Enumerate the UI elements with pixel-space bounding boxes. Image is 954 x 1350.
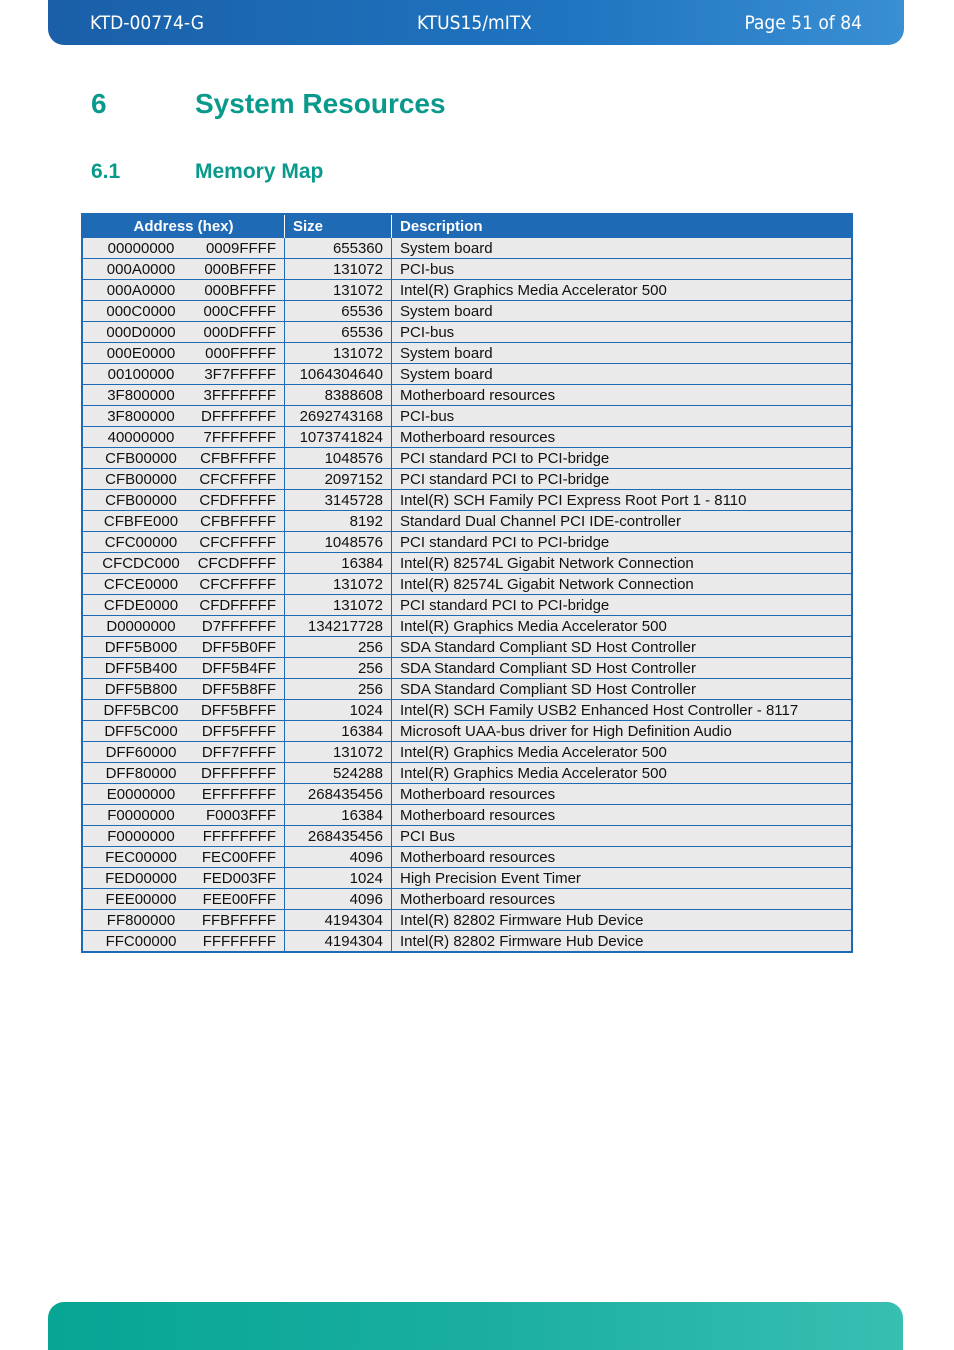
address-end: 000BFFFF [204,260,276,278]
address-end: DFFFFFFF [201,764,276,782]
table-row [82,448,852,469]
address-range-cell [82,469,285,490]
description-cell: PCI standard PCI to PCI-bridge [392,469,853,490]
address-start: 000A0000 [106,260,176,278]
size-cell: 2097152 [285,469,392,490]
address-end: DFFFFFFF [201,407,276,425]
size-cell: 1048576 [285,448,392,469]
table-row [82,490,852,511]
description-cell: PCI standard PCI to PCI-bridge [392,595,853,616]
description-cell: Microsoft UAA-bus driver for High Definition Audio [392,721,853,742]
address-start: FF800000 [106,911,176,929]
address-start: 000D0000 [106,323,176,341]
size-cell: 16384 [285,553,392,574]
table-row [82,343,852,364]
size-cell: 131072 [285,280,392,301]
address-start: DFF5C000 [104,722,178,740]
size-cell: 4194304 [285,931,392,953]
description-cell: System board [392,364,853,385]
address-end: DFF7FFFF [201,743,276,761]
address-start: D0000000 [106,617,176,635]
address-end: 0009FFFF [205,239,276,257]
address-start: F0000000 [107,806,175,824]
address-end: 3FFFFFFF [203,386,276,404]
address-end: CFCDFFFF [197,554,276,572]
address-start: DFF80000 [105,764,177,782]
page-header [48,0,904,45]
table-row [82,427,852,448]
description-cell: Motherboard resources [392,805,853,826]
address-range-cell [82,301,285,322]
table-row [82,616,852,637]
address-start: FEC00000 [105,848,177,866]
description-cell: Motherboard resources [392,784,853,805]
address-start: CFB00000 [105,470,177,488]
table-row [82,238,852,259]
table-row [82,322,852,343]
description-cell: SDA Standard Compliant SD Host Controller [392,679,853,700]
table-row [82,679,852,700]
description-cell: System board [392,238,853,259]
description-cell: PCI standard PCI to PCI-bridge [392,532,853,553]
address-end: CFBFFFFF [200,449,276,467]
description-cell: Intel(R) 82574L Gigabit Network Connection [392,574,853,595]
table-row [82,847,852,868]
address-range-cell [82,595,285,616]
address-start: DFF5B400 [104,659,178,677]
size-cell: 8388608 [285,385,392,406]
size-cell: 16384 [285,805,392,826]
subsection-title: Memory Map [195,160,324,183]
address-start: FED00000 [105,869,177,887]
address-end: CFDFFFFF [199,491,276,509]
address-range-cell [82,385,285,406]
size-cell: 16384 [285,721,392,742]
column-header-size: Size [285,214,392,238]
table-row [82,637,852,658]
address-range-cell [82,343,285,364]
size-cell: 268435456 [285,826,392,847]
size-cell: 4096 [285,889,392,910]
address-range-cell [82,637,285,658]
description-cell: Intel(R) Graphics Media Accelerator 500 [392,742,853,763]
address-end: 7FFFFFFF [203,428,276,446]
description-cell: Intel(R) SCH Family PCI Express Root Port 1 - 8110 [392,490,853,511]
size-cell: 131072 [285,595,392,616]
section-title: System Resources [195,88,446,119]
table-row [82,805,852,826]
address-end: DFF5FFFF [201,722,276,740]
address-end: 000CFFFF [203,302,276,320]
address-range-cell [82,763,285,784]
table-row [82,406,852,427]
address-range-cell [82,658,285,679]
address-end: DFF5B8FF [201,680,276,698]
section-number: 6 [91,88,107,119]
table-row [82,301,852,322]
address-start: FFC00000 [105,932,177,950]
address-range-cell [82,574,285,595]
address-start: DFF5BC00 [103,701,179,719]
size-cell: 131072 [285,742,392,763]
address-end: 000DFFFF [203,323,276,341]
address-end: DFF5B4FF [201,659,276,677]
address-range-cell [82,238,285,259]
address-range-cell [82,427,285,448]
size-cell: 256 [285,658,392,679]
address-range-cell [82,742,285,763]
size-cell: 131072 [285,574,392,595]
document-id: KTD-00774-G [90,12,204,34]
table-row [82,700,852,721]
size-cell: 65536 [285,301,392,322]
address-end: FED003FF [202,869,276,887]
address-end: CFDFFFFF [199,596,276,614]
description-cell: Motherboard resources [392,385,853,406]
size-cell: 268435456 [285,784,392,805]
address-range-cell [82,826,285,847]
address-start: 000E0000 [106,344,176,362]
table-row [82,826,852,847]
description-cell: System board [392,301,853,322]
address-range-cell [82,889,285,910]
description-cell: PCI Bus [392,826,853,847]
size-cell: 65536 [285,322,392,343]
address-end: CFCFFFFF [199,470,276,488]
size-cell: 1024 [285,868,392,889]
size-cell: 1048576 [285,532,392,553]
size-cell: 1024 [285,700,392,721]
table-row [82,364,852,385]
address-range-cell [82,868,285,889]
description-cell: System board [392,343,853,364]
address-start: 00000000 [107,239,175,257]
table-row [82,931,852,953]
table-row [82,595,852,616]
table-row [82,889,852,910]
size-cell: 4096 [285,847,392,868]
table-row [82,868,852,889]
table-row [82,280,852,301]
size-cell: 1073741824 [285,427,392,448]
address-range-cell [82,700,285,721]
address-end: D7FFFFFF [201,617,276,635]
size-cell: 8192 [285,511,392,532]
address-start: 00100000 [107,365,175,383]
description-cell: Standard Dual Channel PCI IDE-controller [392,511,853,532]
address-end: DFF5BFFF [201,701,276,719]
address-end: FFBFFFFF [201,911,276,929]
address-end: EFFFFFFF [201,785,276,803]
description-cell: Intel(R) SCH Family USB2 Enhanced Host Controller - 8117 [392,700,853,721]
address-range-cell [82,490,285,511]
description-cell: SDA Standard Compliant SD Host Controller [392,658,853,679]
size-cell: 131072 [285,343,392,364]
address-start: CFBFE000 [103,512,179,530]
description-cell: Intel(R) Graphics Media Accelerator 500 [392,763,853,784]
description-cell: PCI standard PCI to PCI-bridge [392,448,853,469]
table-row [82,532,852,553]
page-footer [48,1302,903,1350]
address-end: DFF5B0FF [201,638,276,656]
address-range-cell [82,322,285,343]
address-range-cell [82,511,285,532]
address-range-cell [82,532,285,553]
table-row [82,763,852,784]
description-cell: PCI-bus [392,322,853,343]
table-row [82,910,852,931]
address-end: FFFFFFFF [202,827,276,845]
address-range-cell [82,259,285,280]
description-cell: Motherboard resources [392,889,853,910]
table-row [82,658,852,679]
description-cell: PCI-bus [392,259,853,280]
size-cell: 524288 [285,763,392,784]
address-start: DFF5B000 [104,638,178,656]
address-end: 000BFFFF [204,281,276,299]
subsection-number: 6.1 [91,160,121,183]
address-end: FEC00FFF [201,848,276,866]
address-range-cell [82,616,285,637]
address-start: CFDE0000 [103,596,179,614]
description-cell: Intel(R) Graphics Media Accelerator 500 [392,616,853,637]
address-start: CFB00000 [105,449,177,467]
table-row [82,553,852,574]
table-header-row [82,214,852,238]
address-start: CFCDC000 [102,554,180,572]
size-cell: 1064304640 [285,364,392,385]
description-cell: SDA Standard Compliant SD Host Controller [392,637,853,658]
description-cell: Intel(R) Graphics Media Accelerator 500 [392,280,853,301]
description-cell: High Precision Event Timer [392,868,853,889]
address-start: F0000000 [107,827,175,845]
size-cell: 134217728 [285,616,392,637]
size-cell: 4194304 [285,910,392,931]
address-start: E0000000 [106,785,176,803]
address-end: 3F7FFFFF [204,365,276,383]
description-cell: Motherboard resources [392,847,853,868]
address-range-cell [82,364,285,385]
address-end: FEE00FFF [202,890,276,908]
page-number: Page 51 of 84 [744,12,862,34]
address-start: CFCE0000 [103,575,179,593]
address-start: DFF5B800 [104,680,178,698]
size-cell: 256 [285,679,392,700]
size-cell: 131072 [285,259,392,280]
table-row [82,385,852,406]
address-start: 3F800000 [107,386,175,404]
column-header-address: Address (hex) [82,214,285,238]
memory-map-table [81,213,853,953]
product-name: KTUS15/mITX [417,12,532,34]
address-end: F0003FFF [205,806,276,824]
size-cell: 2692743168 [285,406,392,427]
address-start: 000C0000 [106,302,176,320]
address-end: FFFFFFFF [202,932,276,950]
size-cell: 256 [285,637,392,658]
description-cell: PCI-bus [392,406,853,427]
table-row [82,574,852,595]
address-range-cell [82,280,285,301]
address-range-cell [82,931,285,953]
address-end: CFCFFFFF [199,533,276,551]
address-start: CFC00000 [104,533,178,551]
address-range-cell [82,406,285,427]
address-range-cell [82,679,285,700]
table-row [82,469,852,490]
address-end: CFBFFFFF [200,512,276,530]
table-row [82,511,852,532]
description-cell: Intel(R) 82802 Firmware Hub Device [392,931,853,953]
address-start: DFF60000 [105,743,177,761]
address-end: CFCFFFFF [199,575,276,593]
size-cell: 655360 [285,238,392,259]
table-row [82,784,852,805]
size-cell: 3145728 [285,490,392,511]
address-range-cell [82,910,285,931]
table-row [82,259,852,280]
address-start: 000A0000 [106,281,176,299]
address-start: 40000000 [107,428,175,446]
address-range-cell [82,553,285,574]
address-range-cell [82,784,285,805]
address-range-cell [82,721,285,742]
address-end: 000FFFFF [205,344,276,362]
address-range-cell [82,847,285,868]
address-range-cell [82,805,285,826]
description-cell: Intel(R) 82802 Firmware Hub Device [392,910,853,931]
description-cell: Intel(R) 82574L Gigabit Network Connection [392,553,853,574]
address-start: 3F800000 [107,407,175,425]
address-range-cell [82,448,285,469]
description-cell: Motherboard resources [392,427,853,448]
address-start: CFB00000 [105,491,177,509]
address-start: FEE00000 [105,890,177,908]
table-row [82,742,852,763]
column-header-description: Description [392,214,853,238]
table-row [82,721,852,742]
